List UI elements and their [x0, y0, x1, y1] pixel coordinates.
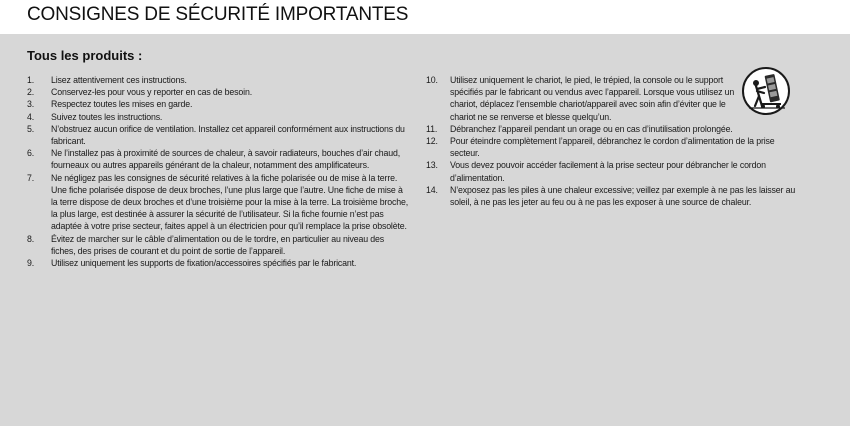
item-number: 1.	[27, 75, 35, 85]
item-number: 13.	[426, 160, 438, 171]
item-text: Ne négligez pas les consignes de sécurité relatives à la fiche polarisée ou de mise à la terre. Une fiche polarisée dispose de deux broches, l’une plus large que l’autre. Une fiche de mise à la terre dispose de deux broches et d’une troisième pour la mise à la terre. La troisième broche, la plus large, est destinée à assurer la sécurité de l’utilisateur. Si la fiche fournie n’est pas adaptée à votre prise secteur, faites appel à un électricien pour qu’il remplace la prise obsolète.	[51, 172, 409, 232]
item-number: 14.	[426, 184, 438, 195]
item-number: 8.	[27, 233, 35, 244]
list-item	[27, 86, 409, 98]
item-number: 2.	[27, 87, 35, 98]
item-text: Conservez-les pour vous y reporter en cas de besoin.	[51, 87, 252, 98]
item-number: 10.	[426, 75, 438, 85]
item-text: Évitez de marcher sur le câble d’alimentation ou de le tordre, en particulier au niveau des fiches, des prises de courant et du point de sortie de l’appareil.	[51, 233, 385, 256]
item-number: 9.	[27, 258, 35, 269]
item-number: 5.	[27, 123, 35, 134]
list-item	[27, 233, 409, 257]
item-number: 3.	[27, 99, 35, 110]
cart-tip-over-warning-icon	[741, 66, 791, 116]
item-text: Vous devez pouvoir accéder facilement à la prise secteur pour débrancher le cordon d’alimentation.	[450, 160, 766, 183]
section-heading: Tous les produits :	[27, 48, 143, 63]
item-text: Pour éteindre complètement l’appareil, débranchez le cordon d’alimentation de la prise secteur.	[450, 136, 775, 159]
left-column	[27, 74, 409, 269]
item-text: Utilisez uniquement le chariot, le pied, le trépied, la console ou le support spécifiés par le fabricant ou vendus avec l’appareil. Lorsque vous utilisez un chariot, déplacez l’ensemble chariot/appareil avec soin afin d’éviter que le chariot ne se renverse et blesse quelqu’un.	[450, 75, 735, 122]
item-number: 7.	[27, 172, 35, 183]
item-number: 4.	[27, 111, 35, 122]
list-item	[27, 257, 409, 269]
item-number: 12.	[426, 136, 438, 147]
item-text: Débranchez l’appareil pendant un orage ou en cas d’inutilisation prolongée.	[450, 123, 733, 134]
list-item	[426, 184, 804, 208]
item-text: Utilisez uniquement les supports de fixation/accessoires spécifiés par le fabricant.	[51, 258, 357, 269]
list-item	[27, 98, 409, 110]
list-item	[27, 123, 409, 147]
safety-panel	[0, 34, 850, 426]
list-item	[27, 111, 409, 123]
item-text: N’obstruez aucun orifice de ventilation. Installez cet appareil conformément aux instructions du fabricant.	[51, 123, 405, 147]
list-item	[426, 159, 804, 183]
item-number: 6.	[27, 148, 35, 159]
item-text: Respectez toutes les mises en garde.	[51, 99, 193, 110]
list-item	[426, 135, 804, 159]
page-title: CONSIGNES DE SÉCURITÉ IMPORTANTES	[27, 4, 409, 25]
item-text: Ne l’installez pas à proximité de sources de chaleur, à savoir radiateurs, bouches d’air chaud, fourneaux ou autres appareils générant de la chaleur, notamment des amplificateurs.	[51, 148, 401, 171]
list-item	[27, 147, 409, 171]
item-text: Lisez attentivement ces instructions.	[51, 75, 187, 85]
item-number: 11.	[426, 123, 438, 134]
item-text: N’exposez pas les piles à une chaleur excessive; veillez par exemple à ne pas les laisser au soleil, à ne pas les jeter au feu ou à ne pas les exposer à une source de chaleur.	[450, 184, 796, 208]
list-item	[27, 74, 409, 86]
list-item	[426, 123, 804, 135]
item-text: Suivez toutes les instructions.	[51, 111, 163, 122]
list-item	[27, 172, 409, 233]
